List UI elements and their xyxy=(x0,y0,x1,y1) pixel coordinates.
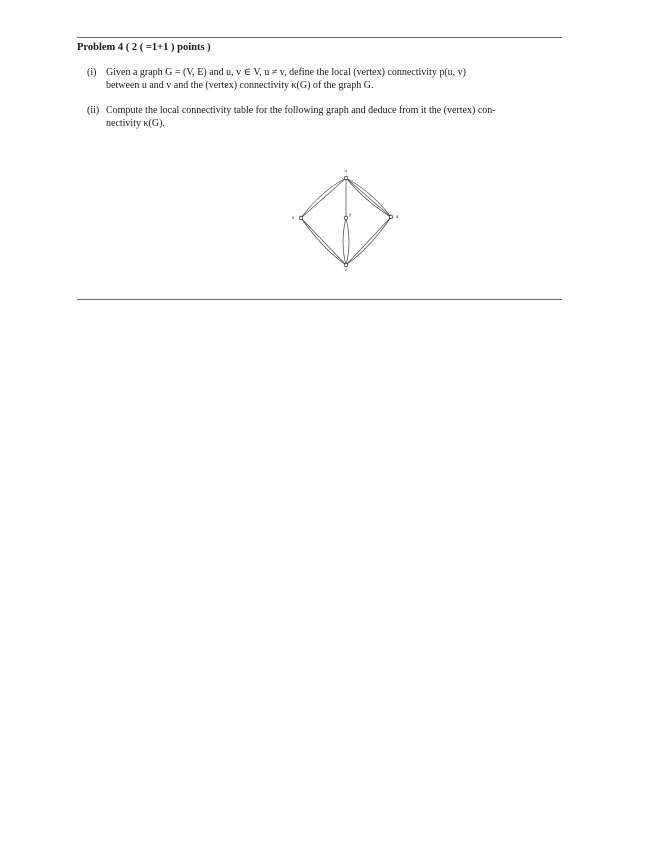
item-i-line-1: Given a graph G = (V, E) and u, v ∈ V, u ≠ v, define the local (vertex) connectivity p(u, v) xyxy=(106,67,467,78)
vertex-u xyxy=(344,176,348,180)
edge-y-v-2 xyxy=(346,218,349,265)
vertex-label-x: x xyxy=(292,215,295,220)
vertex-label-y: y xyxy=(349,212,352,217)
graph-svg xyxy=(280,160,410,280)
item-i-label: (i) xyxy=(87,67,97,78)
item-ii-text xyxy=(106,104,563,130)
item-ii xyxy=(87,104,563,130)
vertex-label-a: a xyxy=(396,214,399,219)
edge-y-v-1 xyxy=(343,218,346,265)
item-ii-line-1: Compute the local connectivity table for the following graph and deduce from it the (vertex) con- xyxy=(106,105,496,116)
vertex-label-v: v xyxy=(344,267,347,272)
edge-x-v-1 xyxy=(301,218,346,265)
item-ii-label: (ii) xyxy=(87,105,100,116)
vertex-a xyxy=(389,215,393,219)
edge-a-v-1 xyxy=(346,217,391,265)
vertex-x xyxy=(299,216,303,220)
item-ii-line-2: nectivity κ(G). xyxy=(106,118,165,129)
edge-u-a-1 xyxy=(346,178,391,217)
top-rule xyxy=(77,37,562,38)
item-i xyxy=(87,66,563,92)
graph-figure xyxy=(280,160,410,280)
bottom-rule xyxy=(77,299,562,300)
edge-u-x-1 xyxy=(301,178,346,218)
vertex-y xyxy=(344,216,348,220)
vertex-label-u: u xyxy=(344,168,348,173)
problem-title: Problem 4 ( 2 ( =1+1 ) points ) xyxy=(77,42,211,53)
item-i-text xyxy=(106,66,563,92)
item-i-line-2: between u and v and the (vertex) connectivity κ(G) of the graph G. xyxy=(106,80,374,91)
